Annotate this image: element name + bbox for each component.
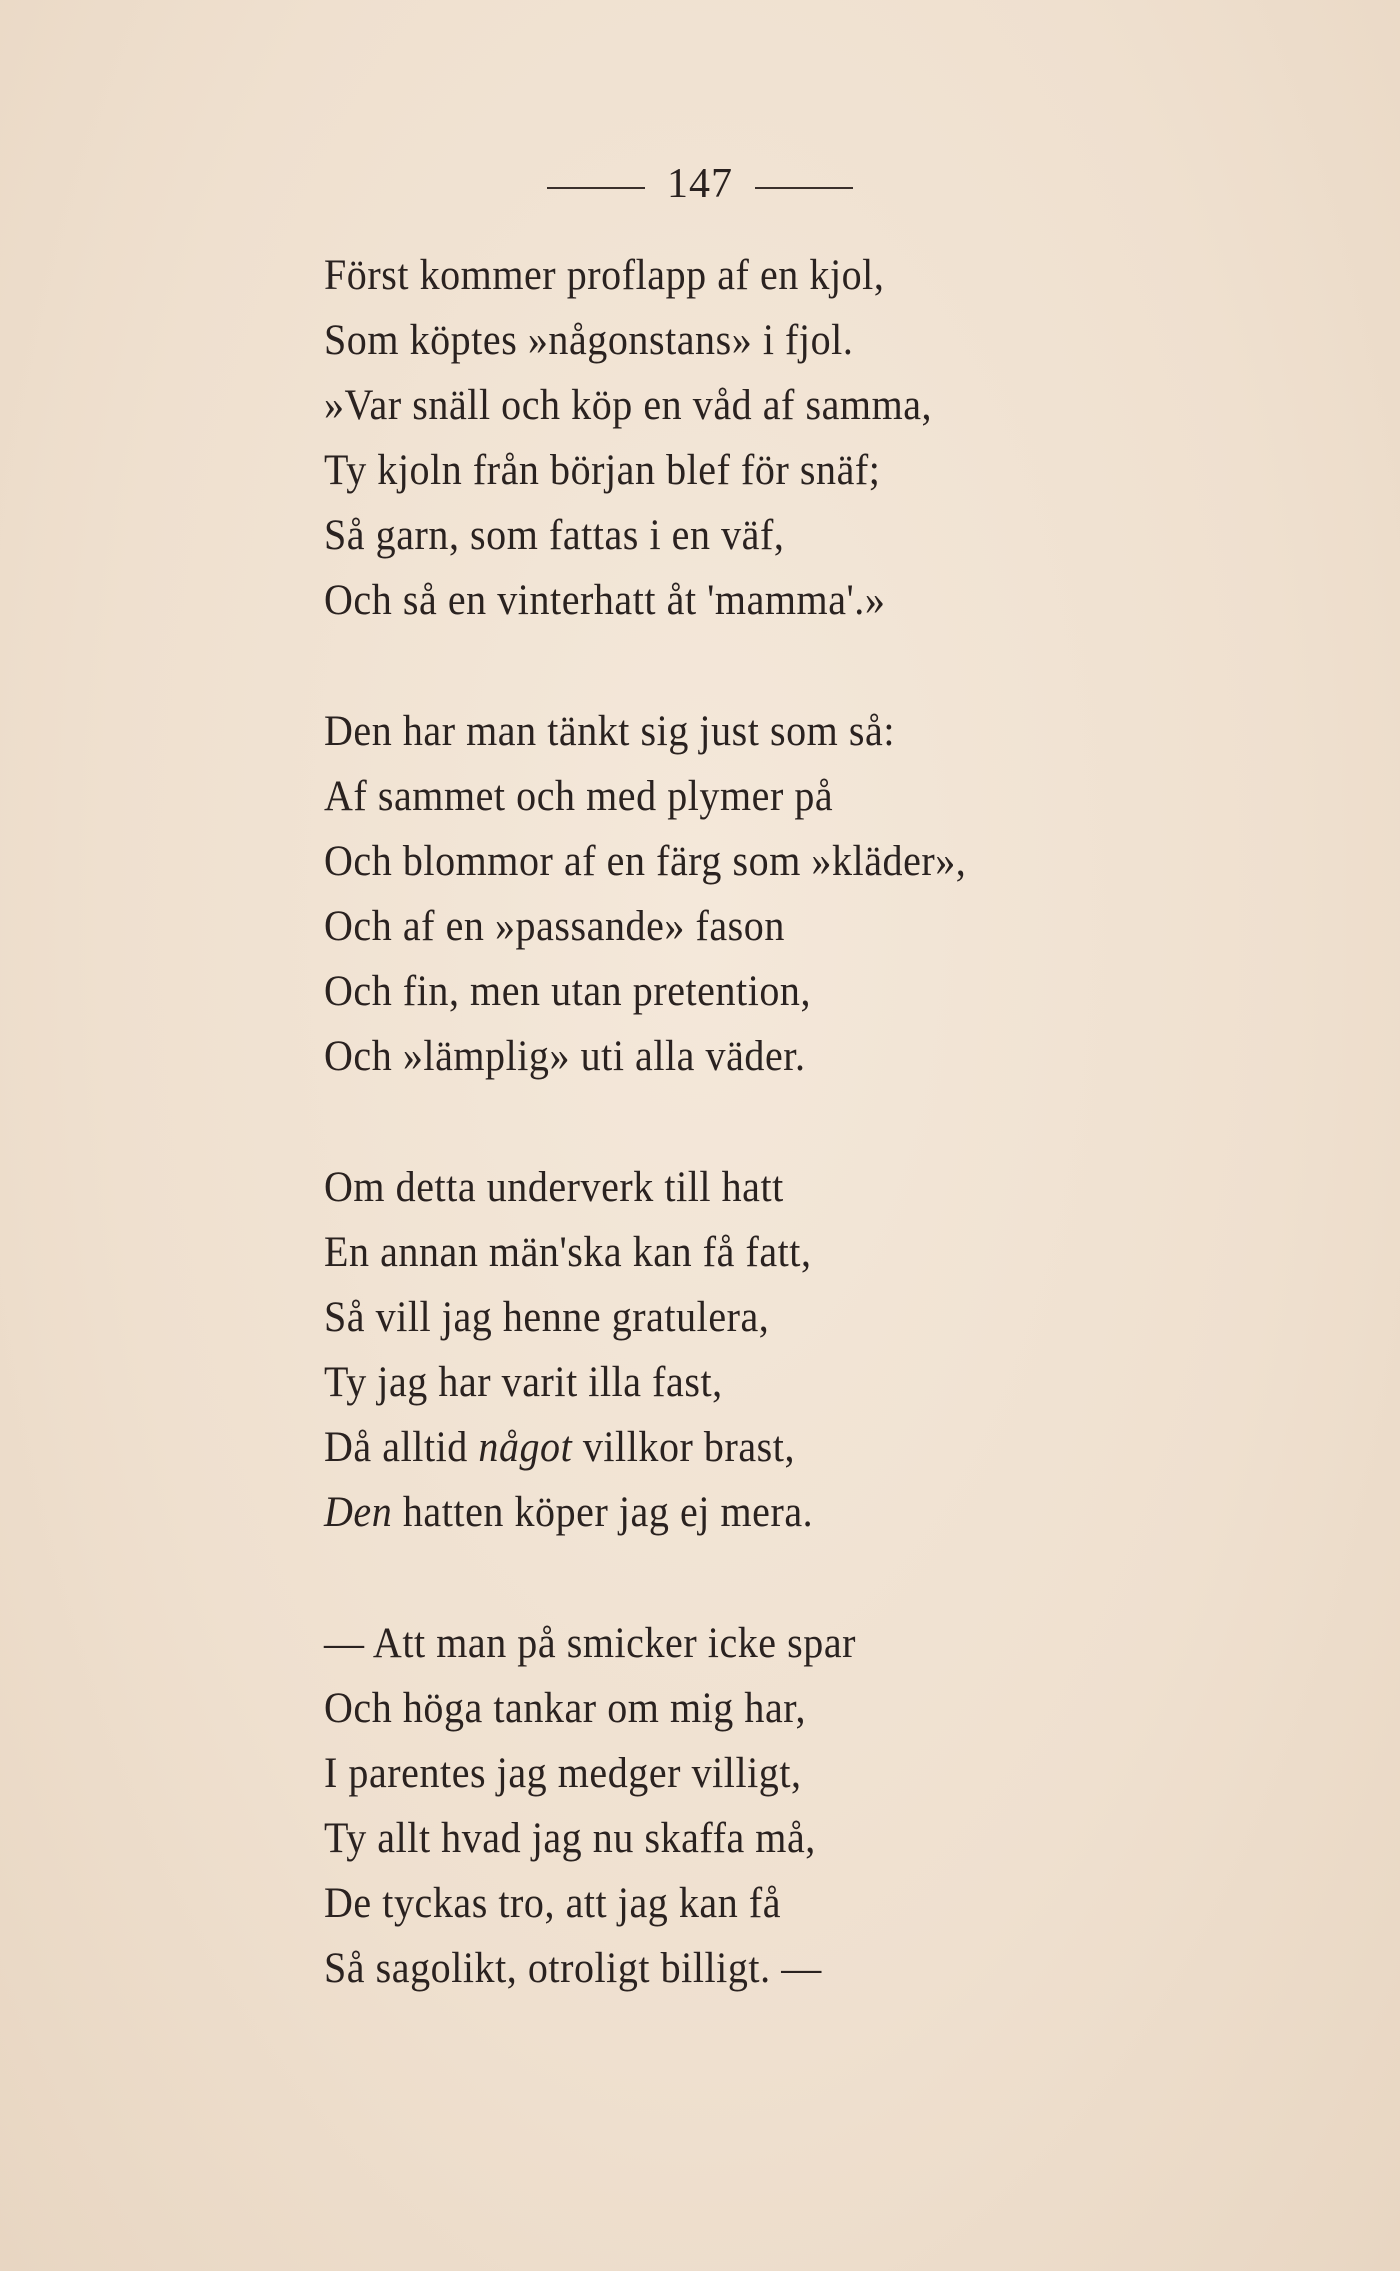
poem-line: Den har man tänkt sig just som så: xyxy=(324,708,895,755)
poem-line: Af sammet och med plymer på xyxy=(324,773,834,820)
poem-line: Som köptes »någonstans» i fjol. xyxy=(324,317,854,364)
page-header xyxy=(0,160,1400,208)
stanza-3 xyxy=(324,1155,1324,1545)
emphasized-word: Den xyxy=(324,1489,393,1536)
poem-line: Först kommer proflapp af en kjol, xyxy=(324,252,885,299)
poem-line: En annan män'ska kan få fatt, xyxy=(324,1229,812,1276)
page-number: 147 xyxy=(667,161,733,207)
line-text: hatten köper jag ej mera. xyxy=(392,1489,814,1536)
poem-line: Ty jag har varit illa fast, xyxy=(324,1359,723,1406)
poem-line: Ty kjoln från början blef för snäf; xyxy=(324,447,881,494)
poem-line: Ty allt hvad jag nu skaffa må, xyxy=(324,1815,816,1862)
stanza-4 xyxy=(324,1611,1324,2001)
poem xyxy=(324,243,1324,2001)
poem-line: Så sagolikt, otroligt billigt. — xyxy=(324,1945,822,1992)
poem-line: Och »lämplig» uti alla väder. xyxy=(324,1033,806,1080)
poem-line: Och så en vinterhatt åt 'mamma'.» xyxy=(324,577,886,624)
emphasized-word: något xyxy=(478,1424,573,1471)
poem-line: Och höga tankar om mig har, xyxy=(324,1685,807,1732)
line-text: Då alltid xyxy=(324,1424,479,1471)
poem-line: Så vill jag henne gratulera, xyxy=(324,1294,770,1341)
poem-line: Och fin, men utan pretention, xyxy=(324,968,812,1015)
poem-line: Och blommor af en färg som »kläder», xyxy=(324,838,967,885)
poem-line: Och af en »passande» fason xyxy=(324,903,785,950)
poem-line-with-emphasis xyxy=(324,1480,1254,1545)
header-rule-left xyxy=(547,187,645,189)
poem-line: Om detta underverk till hatt xyxy=(324,1164,784,1211)
poem-line: — Att man på smicker icke spar xyxy=(324,1620,857,1667)
stanza-1 xyxy=(324,243,1324,633)
poem-line: »Var snäll och köp en våd af samma, xyxy=(324,382,933,429)
poem-line-with-emphasis xyxy=(324,1415,1254,1480)
line-text: villkor brast, xyxy=(572,1424,796,1471)
poem-line: Så garn, som fattas i en väf, xyxy=(324,512,785,559)
poem-line: I parentes jag medger villigt, xyxy=(324,1750,802,1797)
poem-line: De tyckas tro, att jag kan få xyxy=(324,1880,782,1927)
stanza-2 xyxy=(324,699,1324,1089)
header-rule-right xyxy=(755,187,853,189)
